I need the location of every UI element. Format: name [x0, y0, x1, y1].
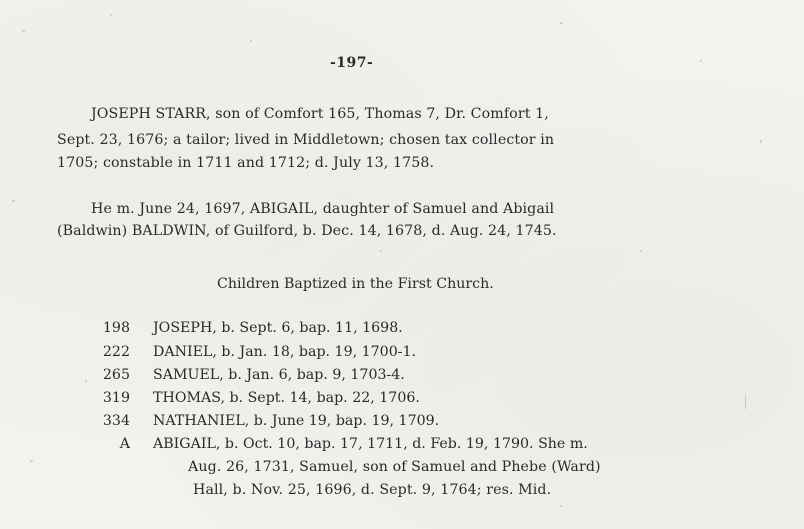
- scan-speck: [110, 14, 112, 16]
- child-entry: THOMAS, b. Sept. 14, bap. 22, 1706.: [153, 390, 420, 406]
- scan-speck: [380, 250, 382, 252]
- scan-speck: [560, 22, 563, 24]
- child-number: 319: [102, 390, 130, 406]
- paragraph-1-line-3: 1705; constable in 1711 and 1712; d. July 13, 1758.: [57, 155, 435, 171]
- paragraph-2-line-2: (Baldwin) BALDWIN, of Guilford, b. Dec. 14, 1678, d. Aug. 24, 1745.: [57, 223, 557, 239]
- child-entry: SAMUEL, b. Jan. 6, bap. 9, 1703-4.: [153, 367, 405, 383]
- scan-speck: [85, 380, 87, 382]
- scan-speck: [12, 200, 15, 202]
- child-entry: NATHANIEL, b. June 19, bap. 19, 1709.: [153, 413, 440, 429]
- scan-speck: [30, 460, 33, 462]
- scan-speck: [700, 60, 702, 62]
- children-heading: Children Baptized in the First Church.: [217, 276, 494, 292]
- child-number: A: [119, 436, 130, 452]
- child-entry: JOSEPH, b. Sept. 6, bap. 11, 1698.: [153, 320, 403, 336]
- child-entry: DANIEL, b. Jan. 18, bap. 19, 1700-1.: [153, 344, 417, 360]
- page-number: -197-: [330, 55, 374, 71]
- paragraph-1-line-2: Sept. 23, 1676; a tailor; lived in Middletown; chosen tax collector in: [57, 132, 555, 148]
- child-number: 334: [102, 413, 130, 429]
- child-entry: ABIGAIL, b. Oct. 10, bap. 17, 1711, d. Feb. 19, 1790. She m.: [153, 436, 588, 452]
- continuation-line-2: Hall, b. Nov. 25, 1696, d. Sept. 9, 1764; res. Mid.: [193, 482, 552, 498]
- scan-speck: [760, 140, 762, 143]
- scan-speck: [640, 250, 642, 252]
- child-number: 198: [102, 320, 130, 336]
- child-number: 222: [102, 344, 130, 360]
- scan-speck: [22, 30, 25, 32]
- paragraph-1-line-1: JOSEPH STARR, son of Comfort 165, Thomas 7, Dr. Comfort 1,: [91, 106, 549, 122]
- paragraph-2-line-1: He m. June 24, 1697, ABIGAIL, daughter of Samuel and Abigail: [91, 201, 555, 217]
- scan-speck: [745, 395, 746, 409]
- scan-speck: [250, 40, 252, 42]
- continuation-line-1: Aug. 26, 1731, Samuel, son of Samuel and Phebe (Ward): [188, 459, 601, 475]
- scan-speck: [560, 505, 562, 507]
- child-number: 265: [102, 367, 130, 383]
